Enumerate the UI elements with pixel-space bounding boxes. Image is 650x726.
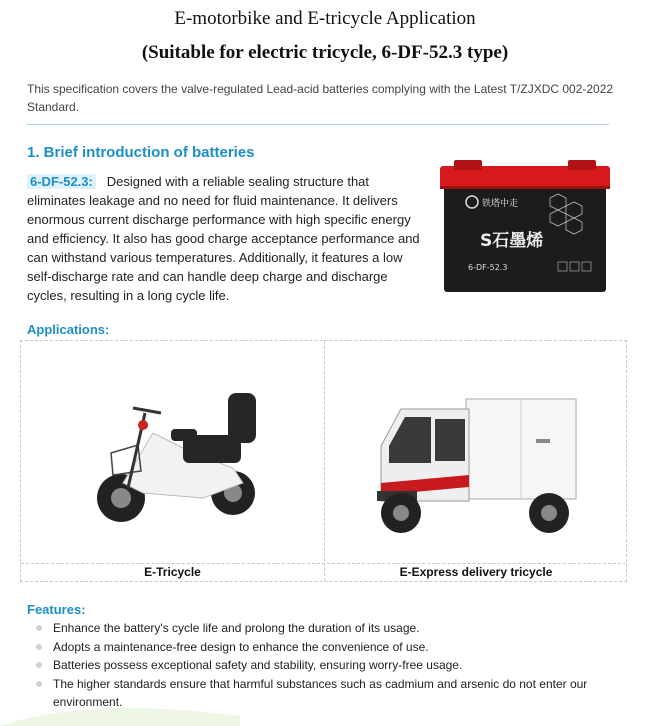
tricycle-backrest bbox=[228, 393, 256, 443]
features-heading: Features: bbox=[27, 602, 86, 617]
list-item: Batteries possess exceptional safety and stability, ensuring worry-free usage. bbox=[36, 656, 626, 675]
list-item: Adopts a maintenance-free design to enhance the convenience of use. bbox=[36, 638, 626, 657]
side-window bbox=[435, 419, 465, 461]
list-item: The higher standards ensure that harmful substances such as cadmium and arsenic do not enter our environment. bbox=[36, 675, 626, 712]
bullet-icon bbox=[36, 625, 42, 631]
headlight bbox=[138, 420, 148, 430]
intro-text: This specification covers the valve-regulated Lead-acid batteries complying with the Latest T/ZJXDC 002-2022 Standard. bbox=[27, 82, 614, 114]
divider bbox=[27, 124, 609, 125]
battery-logo-text: S石墨烯 bbox=[480, 231, 544, 251]
decorative-swoosh bbox=[0, 686, 240, 726]
battery-description bbox=[27, 172, 422, 305]
table-divider-horizontal bbox=[21, 563, 626, 564]
e-tricycle-image bbox=[83, 363, 263, 538]
battery-terminal-left bbox=[454, 160, 482, 170]
caption-e-tricycle: E-Tricycle bbox=[144, 565, 201, 579]
bullet-icon bbox=[36, 644, 42, 650]
delivery-tricycle-image bbox=[371, 391, 581, 541]
page-title: E-motorbike and E-tricycle Application bbox=[174, 8, 476, 29]
battery-model-text: 6-DF-52.3 bbox=[468, 263, 508, 272]
model-tag: 6-DF-52.3: bbox=[27, 174, 96, 189]
handlebar bbox=[133, 408, 161, 413]
battery-image bbox=[440, 160, 610, 295]
battery-terminal-right bbox=[568, 160, 596, 170]
battery-brand-text: 铁塔中走 bbox=[482, 199, 519, 209]
section-heading-introduction: 1. Brief introduction of batteries bbox=[27, 144, 255, 161]
description-text: Designed with a reliable sealing structure that eliminates leakage and no need for fluid maintenance. It delivers enormous current discharge performance with high specific energy and efficiency. It also has good charge acceptance performance and can withstand various temperatures. Additionally, it features a low self-discharge rate and can handle deep charge and discharge cycles, resulting in a long cycle life. bbox=[27, 174, 420, 303]
caption-delivery-tricycle: E-Express delivery tricycle bbox=[399, 565, 553, 579]
page-subtitle: (Suitable for electric tricycle, 6-DF-52.3 type) bbox=[141, 42, 509, 63]
applications-heading: Applications: bbox=[27, 322, 110, 337]
applications-table bbox=[20, 340, 627, 582]
table-divider-vertical bbox=[324, 341, 325, 581]
bullet-icon bbox=[36, 662, 42, 668]
list-item: Enhance the battery's cycle life and prolong the duration of its usage. bbox=[36, 619, 626, 638]
